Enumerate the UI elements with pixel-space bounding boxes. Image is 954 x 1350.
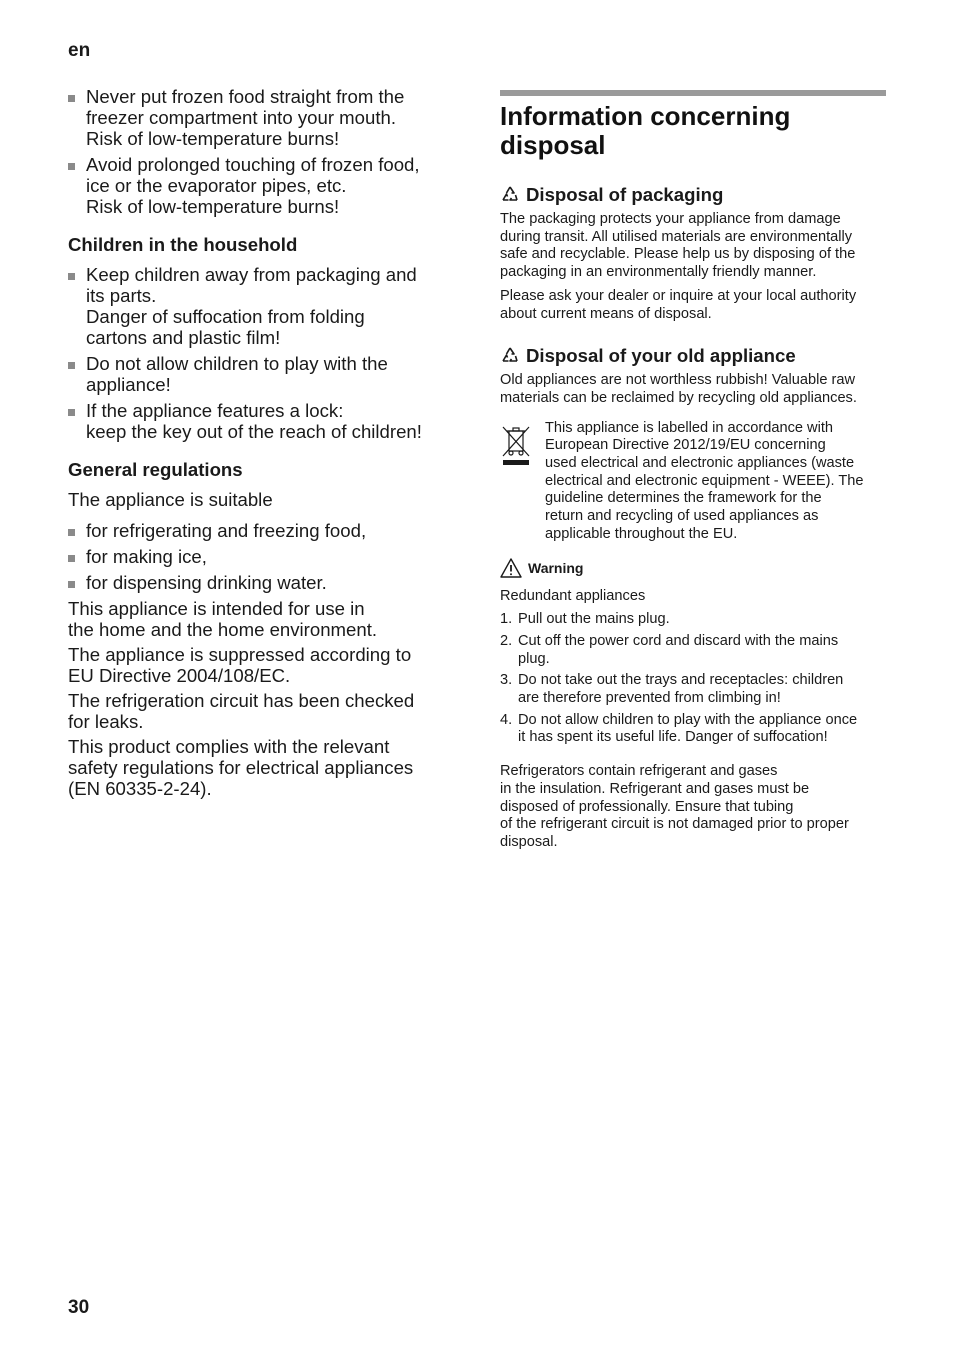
square-bullet-icon <box>68 555 75 562</box>
paragraph-line: disposal. <box>500 833 558 850</box>
paragraph-line: of the refrigerant circuit is not damaged prior to proper <box>500 816 849 833</box>
paragraph-line: during transit. All utilised materials are environmentally <box>500 228 853 245</box>
weee-line: return and recycling of used appliances as <box>545 508 819 525</box>
list-item-text: keep the key out of the reach of children! <box>86 421 422 442</box>
square-bullet-icon <box>68 529 75 536</box>
section-title-line: disposal <box>500 130 606 160</box>
list-item-text: Risk of low-temperature burns! <box>86 196 340 217</box>
warning-triangle-icon <box>500 558 522 578</box>
paragraph-line: (EN 60335-2-24). <box>68 778 212 799</box>
list-item-text: If the appliance features a lock: <box>86 400 344 421</box>
old-appliance-heading-text: Disposal of your old appliance <box>526 345 796 367</box>
paragraph-line: Refrigerators contain refrigerant and gases <box>500 763 778 780</box>
paragraph-line: safety regulations for electrical appliances <box>68 757 414 778</box>
weee-line: applicable throughout the EU. <box>545 525 738 542</box>
list-item <box>68 400 460 442</box>
paragraph-line: about current means of disposal. <box>500 305 712 322</box>
list-item-text: ice or the evaporator pipes, etc. <box>86 175 347 196</box>
square-bullet-icon <box>68 581 75 588</box>
paragraph-line: This appliance is intended for use in <box>68 598 365 619</box>
list-item <box>68 572 460 593</box>
list-item-text: Never put frozen food straight from the <box>86 86 405 107</box>
paragraph-line: The appliance is suppressed according to <box>68 644 412 665</box>
step-number: 1. <box>500 611 513 628</box>
list-item <box>68 264 460 348</box>
list-item <box>68 353 460 395</box>
list-item-text: appliance! <box>86 374 171 395</box>
list-item <box>500 712 886 747</box>
list-item <box>68 520 460 541</box>
crossed-out-wheelie-bin-icon <box>500 424 532 466</box>
paragraph-line: in the insulation. Refrigerant and gases must be <box>500 780 810 797</box>
square-bullet-icon <box>68 273 75 280</box>
left-column <box>68 86 460 803</box>
step-number: 3. <box>500 672 513 689</box>
list-item-text: its parts. <box>86 285 157 306</box>
packaging-paragraph <box>500 211 886 282</box>
list-item-text: Danger of suffocation from folding <box>86 306 365 327</box>
paragraph-line: the home and the home environment. <box>68 619 378 640</box>
square-bullet-icon <box>68 95 75 102</box>
step-text: plug. <box>518 650 550 667</box>
paragraph-line: The packaging protects your appliance from damage <box>500 211 841 227</box>
list-item-text: Avoid prolonged touching of frozen food, <box>86 154 420 175</box>
paragraph-line: materials can be reclaimed by recycling old appliances. <box>500 389 857 406</box>
list-item-text: Risk of low-temperature burns! <box>86 128 340 149</box>
step-text: it has spent its useful life. Danger of suffocation! <box>518 729 828 746</box>
disposal-steps-list <box>500 611 886 747</box>
list-item-text: Do not allow children to play with the <box>86 353 388 374</box>
paragraph <box>68 736 460 799</box>
section-title-line: Information concerning <box>500 101 791 131</box>
old-appliance-heading <box>500 345 886 366</box>
paragraph <box>68 690 460 732</box>
packaging-paragraph <box>500 288 886 323</box>
weee-notice <box>500 420 886 544</box>
list-item <box>68 86 460 149</box>
step-text: Do not allow children to play with the appliance once <box>518 711 858 728</box>
packaging-heading-text: Disposal of packaging <box>526 184 724 205</box>
paragraph-line: Please ask your dealer or inquire at your local authority <box>500 287 857 304</box>
step-text: Cut off the power cord and discard with the mains <box>518 632 839 649</box>
paragraph-line: disposed of professionally. Ensure that tubing <box>500 798 794 815</box>
intro-bullet-list <box>68 86 460 217</box>
section-title <box>500 102 886 160</box>
weee-line: European Directive 2012/19/EU concerning <box>545 437 826 454</box>
square-bullet-icon <box>68 409 75 416</box>
list-item <box>68 546 460 567</box>
suitable-bullet-list <box>68 520 460 593</box>
step-text: are therefore prevented from climbing in! <box>518 690 781 707</box>
paragraph-line: This product complies with the relevant <box>68 736 390 757</box>
children-heading: Children in the household <box>68 234 298 255</box>
square-bullet-icon <box>68 163 75 170</box>
old-appliance-paragraph <box>500 372 886 407</box>
list-item-text: freezer compartment into your mouth. <box>86 107 397 128</box>
weee-line: used electrical and electronic appliances (waste <box>545 455 855 472</box>
page-number: 30 <box>68 1297 90 1318</box>
paragraph-line: packaging in an environmentally friendly manner. <box>500 264 817 281</box>
list-item <box>500 672 886 707</box>
paragraph-line: EU Directive 2004/108/EC. <box>68 665 291 686</box>
list-item-text: cartons and plastic film! <box>86 327 281 348</box>
warning-heading <box>500 558 886 578</box>
right-column <box>500 90 886 858</box>
language-label: en <box>68 40 91 61</box>
step-text: Pull out the mains plug. <box>518 611 670 628</box>
warning-label: Warning <box>528 559 584 576</box>
suitable-text: The appliance is suitable <box>68 489 273 510</box>
step-number: 4. <box>500 711 513 728</box>
list-item-text: Keep children away from packaging and <box>86 264 417 285</box>
paragraph <box>68 644 460 686</box>
weee-line: electrical and electronic equipment - WEEE). The <box>545 472 864 489</box>
list-item-text: for making ice, <box>86 546 207 567</box>
paragraph-line: for leaks. <box>68 711 144 732</box>
section-rule <box>500 90 886 96</box>
refrigerant-paragraph <box>500 763 886 852</box>
paragraph-line: safe and recyclable. Please help us by disposing of the <box>500 246 856 263</box>
weee-line: guideline determines the framework for the <box>545 490 822 507</box>
packaging-heading <box>500 184 886 205</box>
list-item <box>500 611 886 629</box>
paragraph <box>68 598 460 640</box>
recycle-icon <box>500 185 520 205</box>
list-item <box>500 633 886 668</box>
step-number: 2. <box>500 632 513 649</box>
list-item-text: for refrigerating and freezing food, <box>86 520 367 541</box>
step-text: Do not take out the trays and receptacles: children <box>518 672 844 689</box>
list-item-text: for dispensing drinking water. <box>86 572 327 593</box>
paragraph-line: The refrigeration circuit has been checked <box>68 690 415 711</box>
square-bullet-icon <box>68 362 75 369</box>
weee-line: This appliance is labelled in accordance with <box>545 419 833 436</box>
recycle-icon <box>500 346 520 366</box>
list-item <box>68 154 460 217</box>
warning-intro: Redundant appliances <box>500 587 646 604</box>
paragraph-line: Old appliances are not worthless rubbish! Valuable raw <box>500 372 856 389</box>
children-bullet-list <box>68 264 460 442</box>
general-regulations-heading: General regulations <box>68 459 243 480</box>
